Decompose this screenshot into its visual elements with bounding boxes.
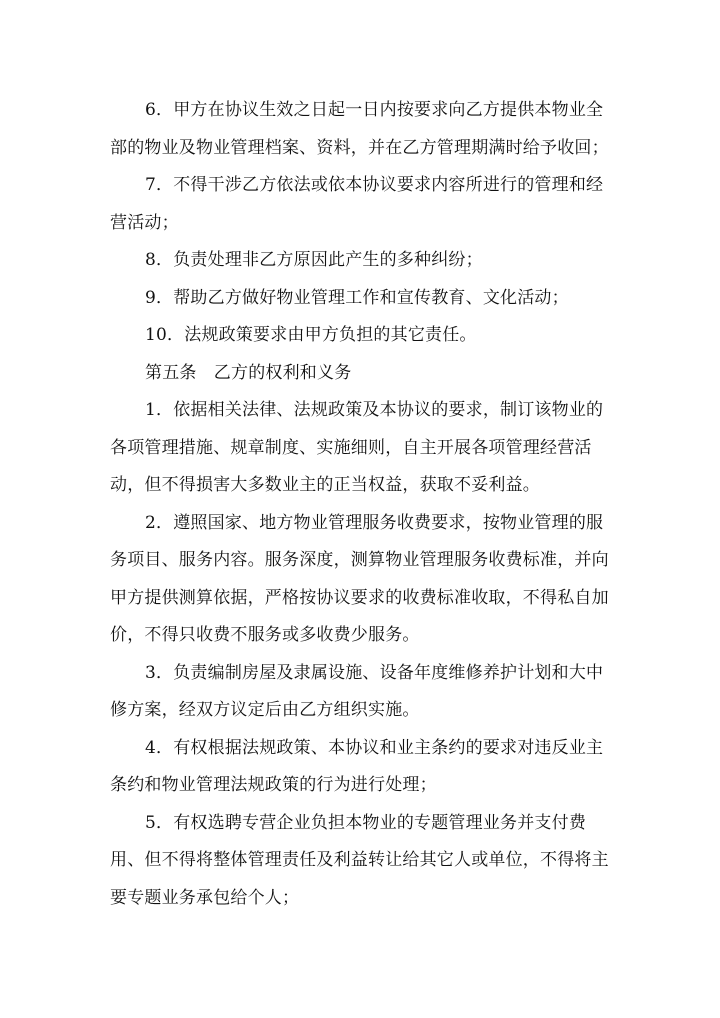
paragraph-item-1: 1．依据相关法律、法规政策及本协议的要求，制订该物业的各项管理措施、规章制度、实施细则，自主开展各项管理经营活动，但不得损害大多数业主的正当权益，获取不妥利益。: [110, 400, 604, 495]
paragraph-item-9: 9．帮助乙方做好物业管理工作和宣传教育、文化活动；: [145, 287, 569, 308]
paragraph-item-2: 2．遵照国家、地方物业管理服务收费要求，按物业管理的服务项目、服务内容。服务深度，测算物业管理服务收费标准，并向甲方提供测算依据，严格按协议要求的收费标准收取，不得私自加价，不得只收费不服务或多收费少服务。: [110, 512, 609, 645]
paragraph-item-3: 3．负责编制房屋及隶属设施、设备年度维修养护计划和大中修方案，经双方议定后由乙方组织实施。: [110, 662, 604, 720]
paragraph-item-6: 6．甲方在协议生效之日起一日内按要求向乙方提供本物业全部的物业及物业管理档案、资料，并在乙方管理期满时给予收回；: [110, 100, 609, 158]
paragraph-item-4: 4．有权根据法规政策、本协议和业主条约的要求对违反业主条约和物业管理法规政策的行为进行处理；: [110, 737, 604, 795]
article-heading: 第五条 乙方的权利和义务: [145, 362, 352, 383]
paragraph-item-5: 5．有权选聘专营企业负担本物业的专题管理业务并支付费用、但不得将整体管理责任及利益转让给其它人或单位，不得将主要专题业务承包给个人；: [110, 812, 609, 908]
document-body: [110, 92, 615, 917]
paragraph-item-8: 8．负责处理非乙方原因此产生的多种纠纷；: [145, 250, 483, 270]
paragraph-item-7: 7．不得干涉乙方依法或依本协议要求内容所进行的管理和经营活动；: [110, 175, 604, 233]
paragraph-item-10: 10．法规政策要求由甲方负担的其它责任。: [145, 325, 477, 345]
